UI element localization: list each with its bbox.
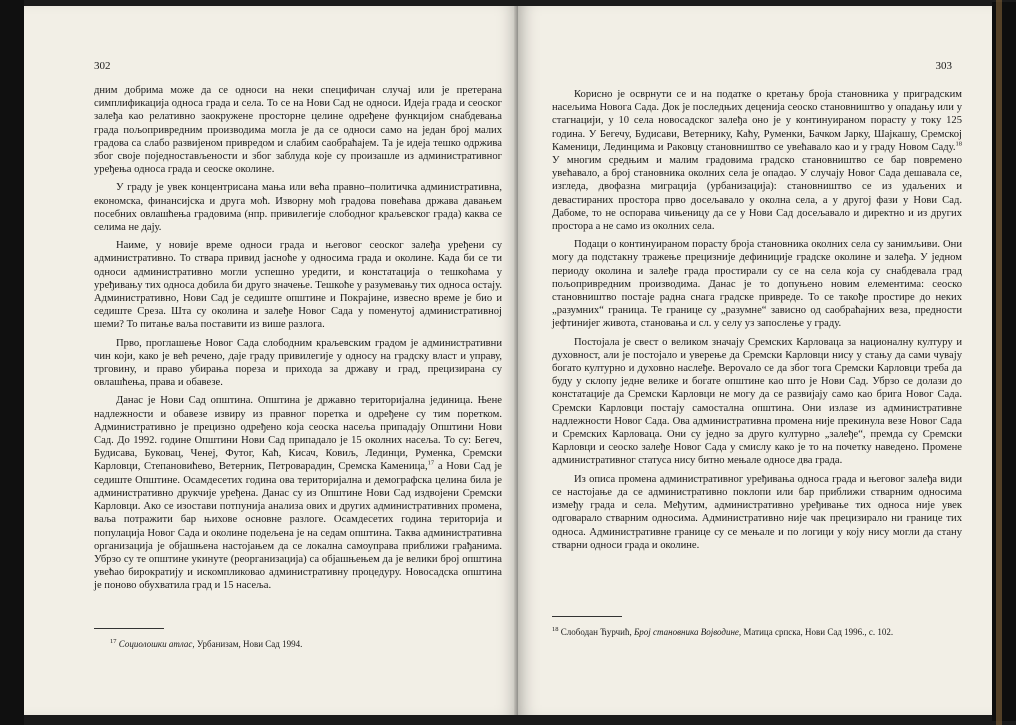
footnote-author: Слободан Ћурчић,	[560, 627, 632, 637]
paragraph: Наиме, у новије време односи града и његовог сеоског залеђа уређени су административно. То ствара привид јасноће у односима града и околине. Када би се ти односи административно могли успешно уредити, и констатација о тешкоћама у уређивању тих односа добила би друго значење. Тешкоће у разумевању тих односа остају. Административно, Нови Сад је седиште општине и Покрајине, извесно време је био и седиште Среза. Шта су околина и залеђе Новог Сада у поменутој административној шеми? То питање ваља поставити из више разлога.	[94, 240, 502, 331]
left-page	[24, 6, 518, 715]
paragraph: Данас је Нови Сад општина. Општина је државно територијална јединица. Њене надлежности и обавезе извиру из правног поретка и одређене су тим поретком. Административно је прецизно одређено која сеоска насеља припадају Општини Нови Сад. До 1992. године Општини Нови Сад припадало је 15 околних насеља. То су: Бегеч, Будисава, Буковац, Ченеј, Футог, Каћ, Кисач, Ковиљ, Лединци, Руменка, Сремски Карловци, Степановићево, Ветерник, Петроварадин, Сремска Каменица,$^{17}$ а Нови Сад је седиште Општине. Осамдесетих година ова територијална и демографска целина била је административно друкчије уређена. Данас су из Општине Нови Сад издвојени Сремски Карловци. Ако се изостави потпунија анализа ових и других административних промена, ваља потражити бар њихове основне разлоге. Осамдесетих година територија и популација Новог Сада и околине подељена је на седам општина. Таква административна организација је објашњена настојањем да се локална самоуправа приближи грађанима. Убрзо су те општине укинуте (реорганизација) са објашњењем да је велики број општина увећао бирократију и искомпликовао административну процедуру. Новосадска општина је поново обухватила град и 15 насеља.	[94, 395, 503, 592]
body-text	[552, 88, 962, 557]
footnote-text: Матица српска, Нови Сад 1996., с. 102.	[741, 627, 894, 637]
paragraph: Постојала је свест о великом значају Сремских Карловаца за националну културу и духовност, али је постојало и уверење да Сремски Карловци нису у стању да сами чувају богато културно и духовно наслеђе. Верovaло се да због тога Сремски Карловци треба да буду у склопу једне велике и богате општине као што је Нови Сад. Убрзо се долази до констатације да Сремски Карловци не могу да се развијају само као брига Новог Сада. Сремски Карловци постају самостална општина. Они излазе из административне надлежности Новог Сада. Ова административна промена није прекинула везе Новог Сада и Сремских Карловаца. Они су једно за друго културно „залеђе“, премда су Сремски Карловци и сеоско залеђе Новог Сада у смислу како је то на почетку наведено. Промене административног статуса нису битно мењале односе два града.	[552, 336, 962, 467]
paragraph: дним добрима може да се односи на неки специфичан случај или је претерана симплификација односа града и села. То се на Нови Сад не односи. Идеја града и сеоског залеђа као релативно заокружене просторне целине одређене функцијом снабдевања града пољопривредним производима могла је да се односи само на један број малих градова са слабо развијеном привредом и слабим саобраћајем. Та је идеја тешко одржива због своје поједностављености и због заблуда које су произашле из административног уређења односа града и сеоске околине.	[94, 85, 502, 176]
footnote-title: Број становника Војводине,	[634, 627, 742, 637]
footnote	[110, 638, 502, 650]
book-left-edge	[0, 0, 24, 725]
footnote-rule	[94, 628, 164, 629]
page-block-edge	[996, 0, 1002, 725]
page-number: 302	[94, 60, 111, 72]
paragraph: Прво, проглашење Новог Сада слободним краљевским градом је административни чин који, како је већ речено, даје граду привилегије у односу на градску власт и управу, трговину, и право убирања пореза и прихода за државу и град, прецизирана су овлашћења, права и обавезе.	[94, 337, 502, 389]
paragraph: Из описа промена административног уређивања односа града и његовог залеђа види се настојање да се административно поклопи или бар приближи стварним односима између града и села. Међутим, административно уређивање тих односа није увек одговарало стварним односима. Административно није чак прецизирало ни границе тих односа. Административне границе су се мењале и по логици у коју нису могли да стану стварни односи града и околине.	[552, 473, 962, 551]
footnote-number: 17	[110, 638, 117, 645]
paragraph: У граду је увек концентрисана мања или већа правно–политичка административна, економска, финансијска и друга моћ. Изворну моћ градова повећава држава давањем посебних овлашћења градовима (нпр. привилегије слободног краљевског града) каква се селима не дају.	[94, 182, 502, 234]
paragraph: Корисно је осврнути се и на податке о кретању броја становника у приградским насељима Новога Сада. Док је последњих деценија сеоско становништво у опадању или у стагнацији, у 10 села новосадског залеђа оно је у континуираном порасту у току 125 година. У Бегечу, Будисави, Ветернику, Каћу, Руменки, Бачком Јарку, Шајкашу, Сремској Каменици, Лединцима и Раковцу становништво се увећавало као и у граду Новом Саду.$^{18}$ У многим средњим и малим градовима градско становништво се бар повремено увећавало, а број становника околних села је опадао. У случају Новог Сада дешавала се, изгледа, двофазна миграција (урбанизација): становништво се из удаљених и девастираних простора прво досељавало у околна села, а у другој фази у Нови Сад. Дабоме, то не оспорава чињеницу да се у Нови Сад досељавало и директно и из других простора а не само из околних села.	[552, 89, 962, 233]
footnote-title: Социолошки атлас,	[118, 639, 195, 649]
paragraph: Подаци о континуираном порасту броја становника околних села су занимљиви. Они могу да подстакну тражење прецизније дефиниције градске околине и залеђа. У једном периоду околина и залеђе града простирали су се на села која су снабдевала град пољопривредним производима. Данас је то допуњено новим елементима: сеоско становништво постаје радна снага градске привреде. То се такође простире до неких „разумних“ граница. Те границе су „разумне“ зависно од саобраћајних веза, предности јефтинијег живота, становања и сл. у селу уз запослење у граду.	[552, 239, 962, 330]
footnote-rule	[552, 616, 622, 617]
footnote-number: 18	[552, 626, 559, 633]
footnote-marker: 18	[955, 140, 962, 148]
page-number: 303	[935, 60, 952, 72]
body-text	[94, 84, 502, 598]
footnote	[552, 626, 962, 638]
right-page	[518, 6, 992, 715]
footnote-marker: 17	[427, 459, 435, 467]
footnote-text: Урбанизам, Нови Сад 1994.	[194, 639, 303, 649]
